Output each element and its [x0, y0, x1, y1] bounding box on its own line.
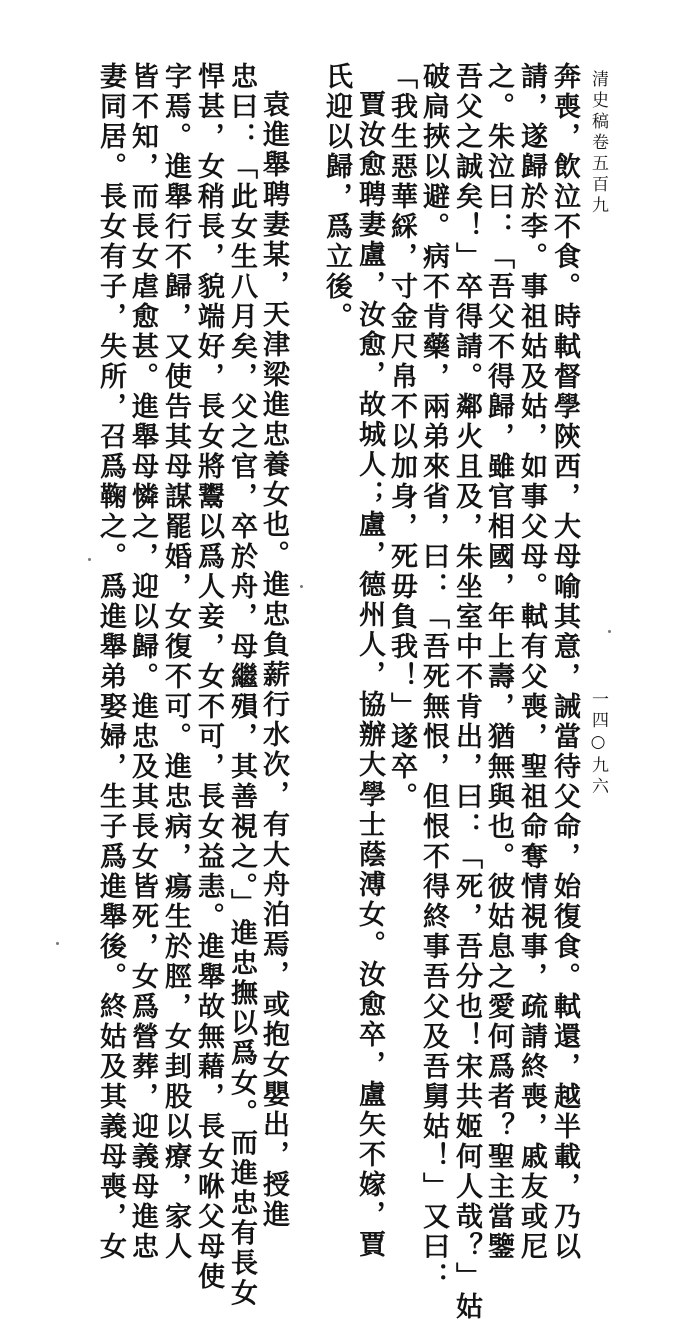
text-column: 奔喪，飲泣不食。時軾督學陝西，大母喻其意，誡當待父命，始復食。軾還，越半載，乃以 — [549, 62, 580, 1262]
scan-speck — [608, 630, 611, 633]
text-column: 氏迎以歸，爲立後。 — [321, 62, 352, 332]
text-column: 袁進舉聘妻某，天津梁進忠養女也。進忠負薪行水次，有大舟泊焉，或抱女嬰出，授進 — [258, 90, 289, 1230]
page-number: 一四○九六 — [588, 690, 608, 798]
text-column: 妻同居。長女有子，失所，召爲鞠之。爲進舉弟娶婦，生子爲進舉後。終姑及其義母喪，女 — [95, 62, 126, 1262]
text-column: 忠曰：「此女生八月矣，父之官，卒於舟，母繼殞，其善視之。」進忠撫以爲女。而進忠有長女 — [226, 62, 257, 1309]
text-column: 請，遂歸於李。事祖姑及姑，如事父母。軾有父喪，聖祖命奪情視事，疏請終喪，戚友或尼 — [516, 62, 547, 1262]
scan-speck — [300, 585, 303, 588]
text-column: 賈汝愈聘妻盧，汝愈，故城人；盧，德州人，協辦大學士蔭溥女。汝愈卒，盧矢不嫁，賈 — [354, 90, 385, 1260]
text-column: 字焉。進舉行不歸，又使告其母謀罷婚，女復不可。進忠病，瘍生於脛，女刲股以療，家人 — [160, 62, 191, 1262]
text-column: 「我生惡華綵，寸金尺帛不以加身，死毋負我！」遂卒。 — [386, 62, 417, 812]
book-title: 清史稿卷五百九 — [588, 70, 608, 217]
text-column: 皆不知，而長女虐愈甚。進舉母憐之，迎以歸。進忠及其長女皆死，女爲營葬，迎義母進忠 — [127, 62, 158, 1262]
scan-speck — [56, 942, 59, 945]
text-column: 吾父之誠矣！」卒得請。鄰火且及，朱坐室中不肯出，曰：「死，吾分也！宋共姬何人哉？」姑 — [451, 62, 482, 1322]
text-column: 之。朱泣曰：「吾父不得歸，雖官相國，年上壽，猶無與也。彼姑息之愛何爲者？聖主當鑒 — [483, 62, 514, 1262]
scan-speck — [88, 558, 91, 561]
text-column: 破扃挾以避。病不肯藥，兩弟來省，曰：「吾死無恨，但恨不得終事吾父及吾舅姑！」又曰： — [418, 62, 449, 1292]
text-column: 悍甚，女稍長，貌端好，長女將鬻以爲人妾，女不可，長女益恚。進舉故無藉，長女咻父母使 — [193, 62, 224, 1292]
